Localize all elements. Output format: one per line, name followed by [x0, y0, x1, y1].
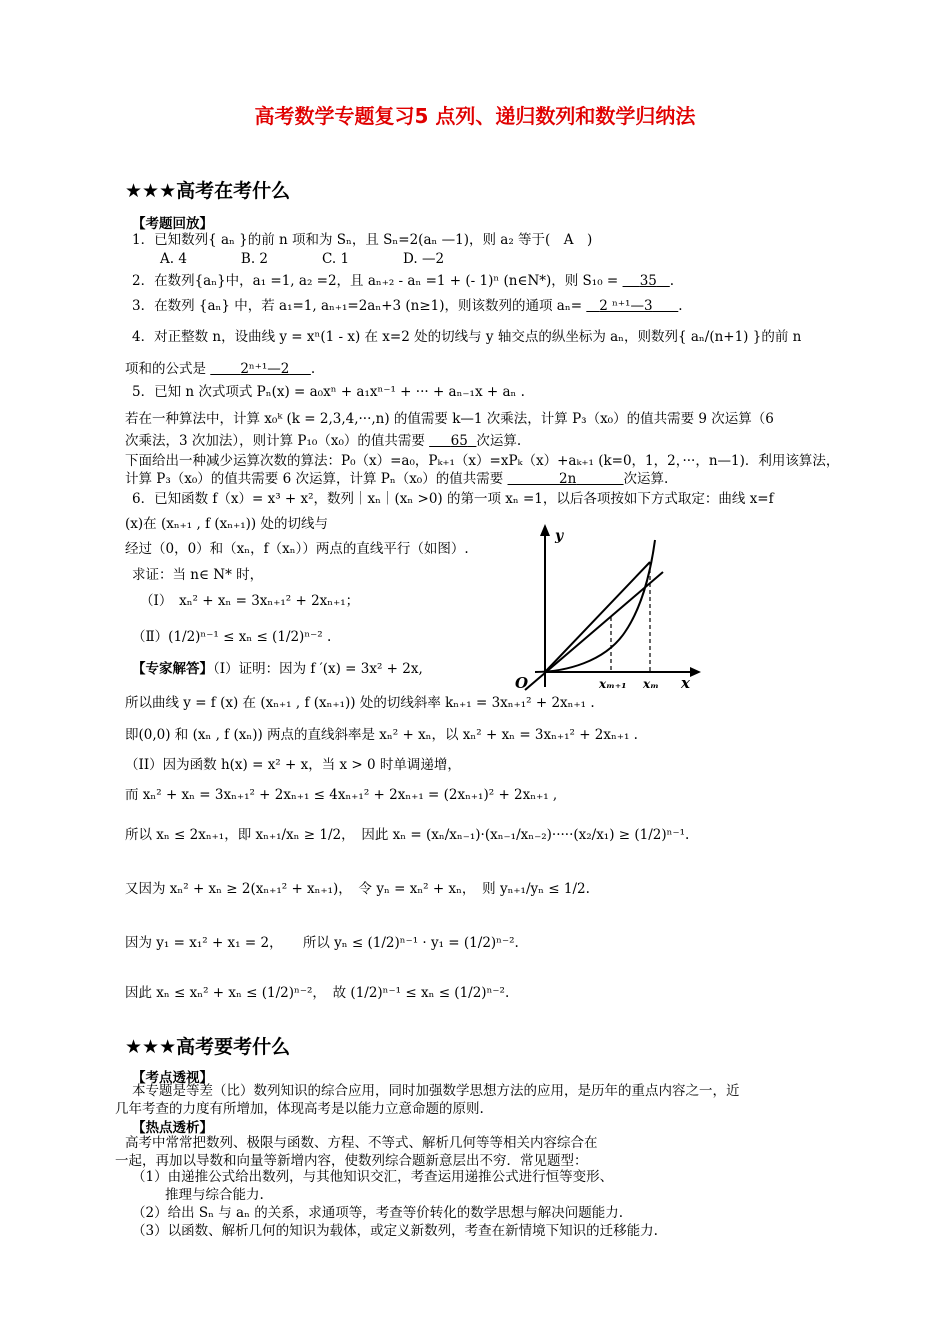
subheading-expert: 【专家解答】	[132, 661, 213, 677]
hotspot-item-3: （3）以函数、解析几何的知识为载体，或定义新数列，考查在新情境下知识的迁移能力.	[132, 1223, 658, 1239]
section-heading-1: ★★★高考在考什么	[125, 180, 291, 202]
q5-answer-1: 65	[450, 433, 468, 449]
y-axis-label: y	[555, 528, 564, 544]
subheading-review: 【考题回放】	[132, 216, 213, 232]
answer-line-2: 即(0,0) 和 (xₙ , f (xₙ)) 两点的直线斜率是 xₙ² + xₙ，以 xₙ² + xₙ = 3xₙ₊₁² + 2xₙ₊₁ .	[125, 727, 638, 743]
q4-body: 项和的公式是	[125, 361, 206, 377]
q5-text: 5．已知 n 次式项式 Pₙ(x) = a₀xⁿ + a₁xⁿ⁻¹ + ··· + aₙ₋₁x + aₙ .	[132, 384, 525, 400]
subheading-perspective: 【考点透视】	[132, 1070, 213, 1086]
q6-part1: （Ⅰ） xₙ² + xₙ = 3xₙ₊₁² + 2xₙ₊₁；	[140, 593, 360, 609]
q6-text: 6．已知函数 f（x）= x³ + x²，数列｜xₙ｜(xₙ >0) 的第一项 xₙ =1，以后各项按如下方式取定：曲线 x=f	[132, 491, 774, 507]
q5-para1-cont: 次乘法，3 次加法），则计算 P₁₀（x₀）的值共需要 65 次运算.	[125, 433, 522, 449]
q2-text: 2．在数列{aₙ}中，a₁ =1, a₂ =2，且 aₙ₊₂ - aₙ =1 + (- 1)ⁿ (n∈N*)，则 S₁₀ = 35 .	[132, 273, 675, 289]
q5-para2: 下面给出一种减少运算次数的算法：P₀（x）=a₀，Pₖ₊₁（x）=xPₖ（x）+aₖ₊₁ (k=0，1，2，···，n—1)．利用该算法，	[125, 453, 840, 469]
answer-heading-line: 【专家解答】（Ⅰ）证明：因为 f ′(x) = 3x² + 2x,	[132, 661, 423, 677]
page-title: 高考数学专题复习5 点列、递归数列和数学归纳法	[254, 104, 696, 128]
q4-text-cont: 项和的公式是 2ⁿ⁺¹—2 .	[125, 361, 316, 377]
q3-text: 3．在数列 {aₙ} 中，若 a₁=1, aₙ₊₁=2aₙ+3 (n≥1)，则该数列的通项 aₙ= 2 ⁿ⁺¹—3 .	[132, 298, 683, 314]
q5-para2-cont: 计算 P₃（x₀）的值共需要 6 次运算，计算 Pₙ（x₀）的值共需要 2n 次运算.	[125, 471, 669, 487]
answer-line-8: 因此 xₙ ≤ xₙ² + xₙ ≤ (1/2)ⁿ⁻²， 故 (1/2)ⁿ⁻¹ ≤ xₙ ≤ (1/2)ⁿ⁻².	[125, 985, 510, 1001]
origin-label: O	[515, 674, 529, 692]
q1-text: 1．已知数列{ aₙ }的前 n 项和为 Sₙ，且 Sₙ=2(aₙ —1)，则 a₂ 等于( A )	[132, 232, 593, 248]
answer-line-4: 而 xₙ² + xₙ = 3xₙ₊₁² + 2xₙ₊₁ ≤ 4xₙ₊₁² + 2xₙ₊₁ = (2xₙ₊₁)² + 2xₙ₊₁ ,	[125, 787, 558, 803]
q6-text-cont2: 经过（0，0）和（xₙ，f（xₙ））两点的直线平行（如图）.	[125, 541, 469, 557]
answer-line-5: 所以 xₙ ≤ 2xₙ₊₁，即 xₙ₊₁/xₙ ≥ 1/2， 因此 xₙ = (xₙ/xₙ₋₁)·(xₙ₋₁/xₙ₋₂)·····(x₂/x₁) ≥ (1/2)ⁿ⁻¹.	[125, 827, 690, 843]
q5-answer-2: 2n	[559, 471, 577, 487]
hotspot-item-1: （1）由递推公式给出数列，与其他知识交汇，考查运用递推公式进行恒等变形、	[132, 1169, 614, 1185]
q2-answer: 35	[639, 273, 657, 289]
answer-line-1: 所以曲线 y = f (x) 在 (xₙ₊₁ , f (xₙ₊₁)) 处的切线斜率 kₙ₊₁ = 3xₙ₊₁² + 2xₙ₊₁ .	[125, 695, 595, 711]
q1-options: A. 4 B. 2 C. 1 D. —2	[160, 251, 445, 267]
q2-body: 2．在数列{aₙ}中，a₁ =1, a₂ =2，且 aₙ₊₂ - aₙ =1 + (- 1)ⁿ (n∈N*)，则 S₁₀ =	[132, 273, 619, 289]
q5-para1: 若在一种算法中，计算 x₀ᵏ (k = 2,3,4,···,n) 的值需要 k—1 次乘法，计算 P₃（x₀）的值共需要 9 次运算（6	[125, 411, 774, 427]
x-axis-arrow	[690, 667, 701, 677]
q3-body: 3．在数列 {aₙ} 中，若 a₁=1, aₙ₊₁=2aₙ+3 (n≥1)，则该数列的通项 aₙ=	[132, 298, 583, 314]
hotspot-line-2: 一起，再加以导数和向量等新增内容，使数列综合题新意层出不穷．常见题型：	[115, 1153, 588, 1169]
q3-answer: 2 ⁿ⁺¹—3	[599, 298, 653, 314]
q6-part2: （Ⅱ）(1/2)ⁿ⁻¹ ≤ xₙ ≤ (1/2)ⁿ⁻² .	[132, 629, 332, 645]
answer-line-6: 又因为 xₙ² + xₙ ≥ 2(xₙ₊₁² + xₙ₊₁)， 令 yₙ = xₙ² + xₙ， 则 yₙ₊₁/yₙ ≤ 1/2.	[125, 881, 590, 897]
hotspot-item-2: （2）给出 Sₙ 与 aₙ 的关系，求通项等，考查等价转化的数学思想与解决问题能力.	[132, 1205, 624, 1221]
section-heading-2: ★★★高考要考什么	[125, 1036, 291, 1058]
xm-label: xₘ	[643, 677, 659, 691]
perspective-line-1: 本专题是等差（比）数列知识的综合应用，同时加强数学思想方法的应用，是历年的重点内容之一，近	[132, 1083, 740, 1099]
tangent-graph	[505, 522, 705, 692]
curve	[535, 540, 655, 672]
q6-prove: 求证：当 n∈ N* 时，	[132, 567, 264, 583]
hotspot-item-1-cont: 推理与综合能力.	[165, 1187, 264, 1203]
q4-answer: 2ⁿ⁺¹—2	[240, 361, 290, 377]
y-axis-arrow	[540, 524, 550, 536]
answer-line-3: （II）因为函数 h(x) = x² + x，当 x > 0 时单调递增，	[125, 757, 461, 773]
q4-text: 4．对正整数 n，设曲线 y = xⁿ(1 - x) 在 x=2 处的切线与 y 轴交点的纵坐标为 aₙ，则数列{ aₙ/(n+1) }的前 n	[132, 329, 802, 345]
xm1-label: xₘ₊₁	[599, 677, 627, 691]
q6-text-cont: (x)在 (xₙ₊₁ , f (xₙ₊₁)) 处的切线与	[125, 516, 328, 532]
hotspot-line-1: 高考中常常把数列、极限与函数、方程、不等式、解析几何等等相关内容综合在	[125, 1135, 598, 1151]
subheading-hotspot: 【热点透析】	[132, 1120, 213, 1136]
answer-line-7: 因为 y₁ = x₁² + x₁ = 2， 所以 yₙ ≤ (1/2)ⁿ⁻¹ · y₁ = (1/2)ⁿ⁻².	[125, 935, 519, 951]
x-axis-label: x	[681, 674, 690, 692]
perspective-line-2: 几年考查的力度有所增加，体现高考是以能力立意命题的原则.	[115, 1101, 484, 1117]
